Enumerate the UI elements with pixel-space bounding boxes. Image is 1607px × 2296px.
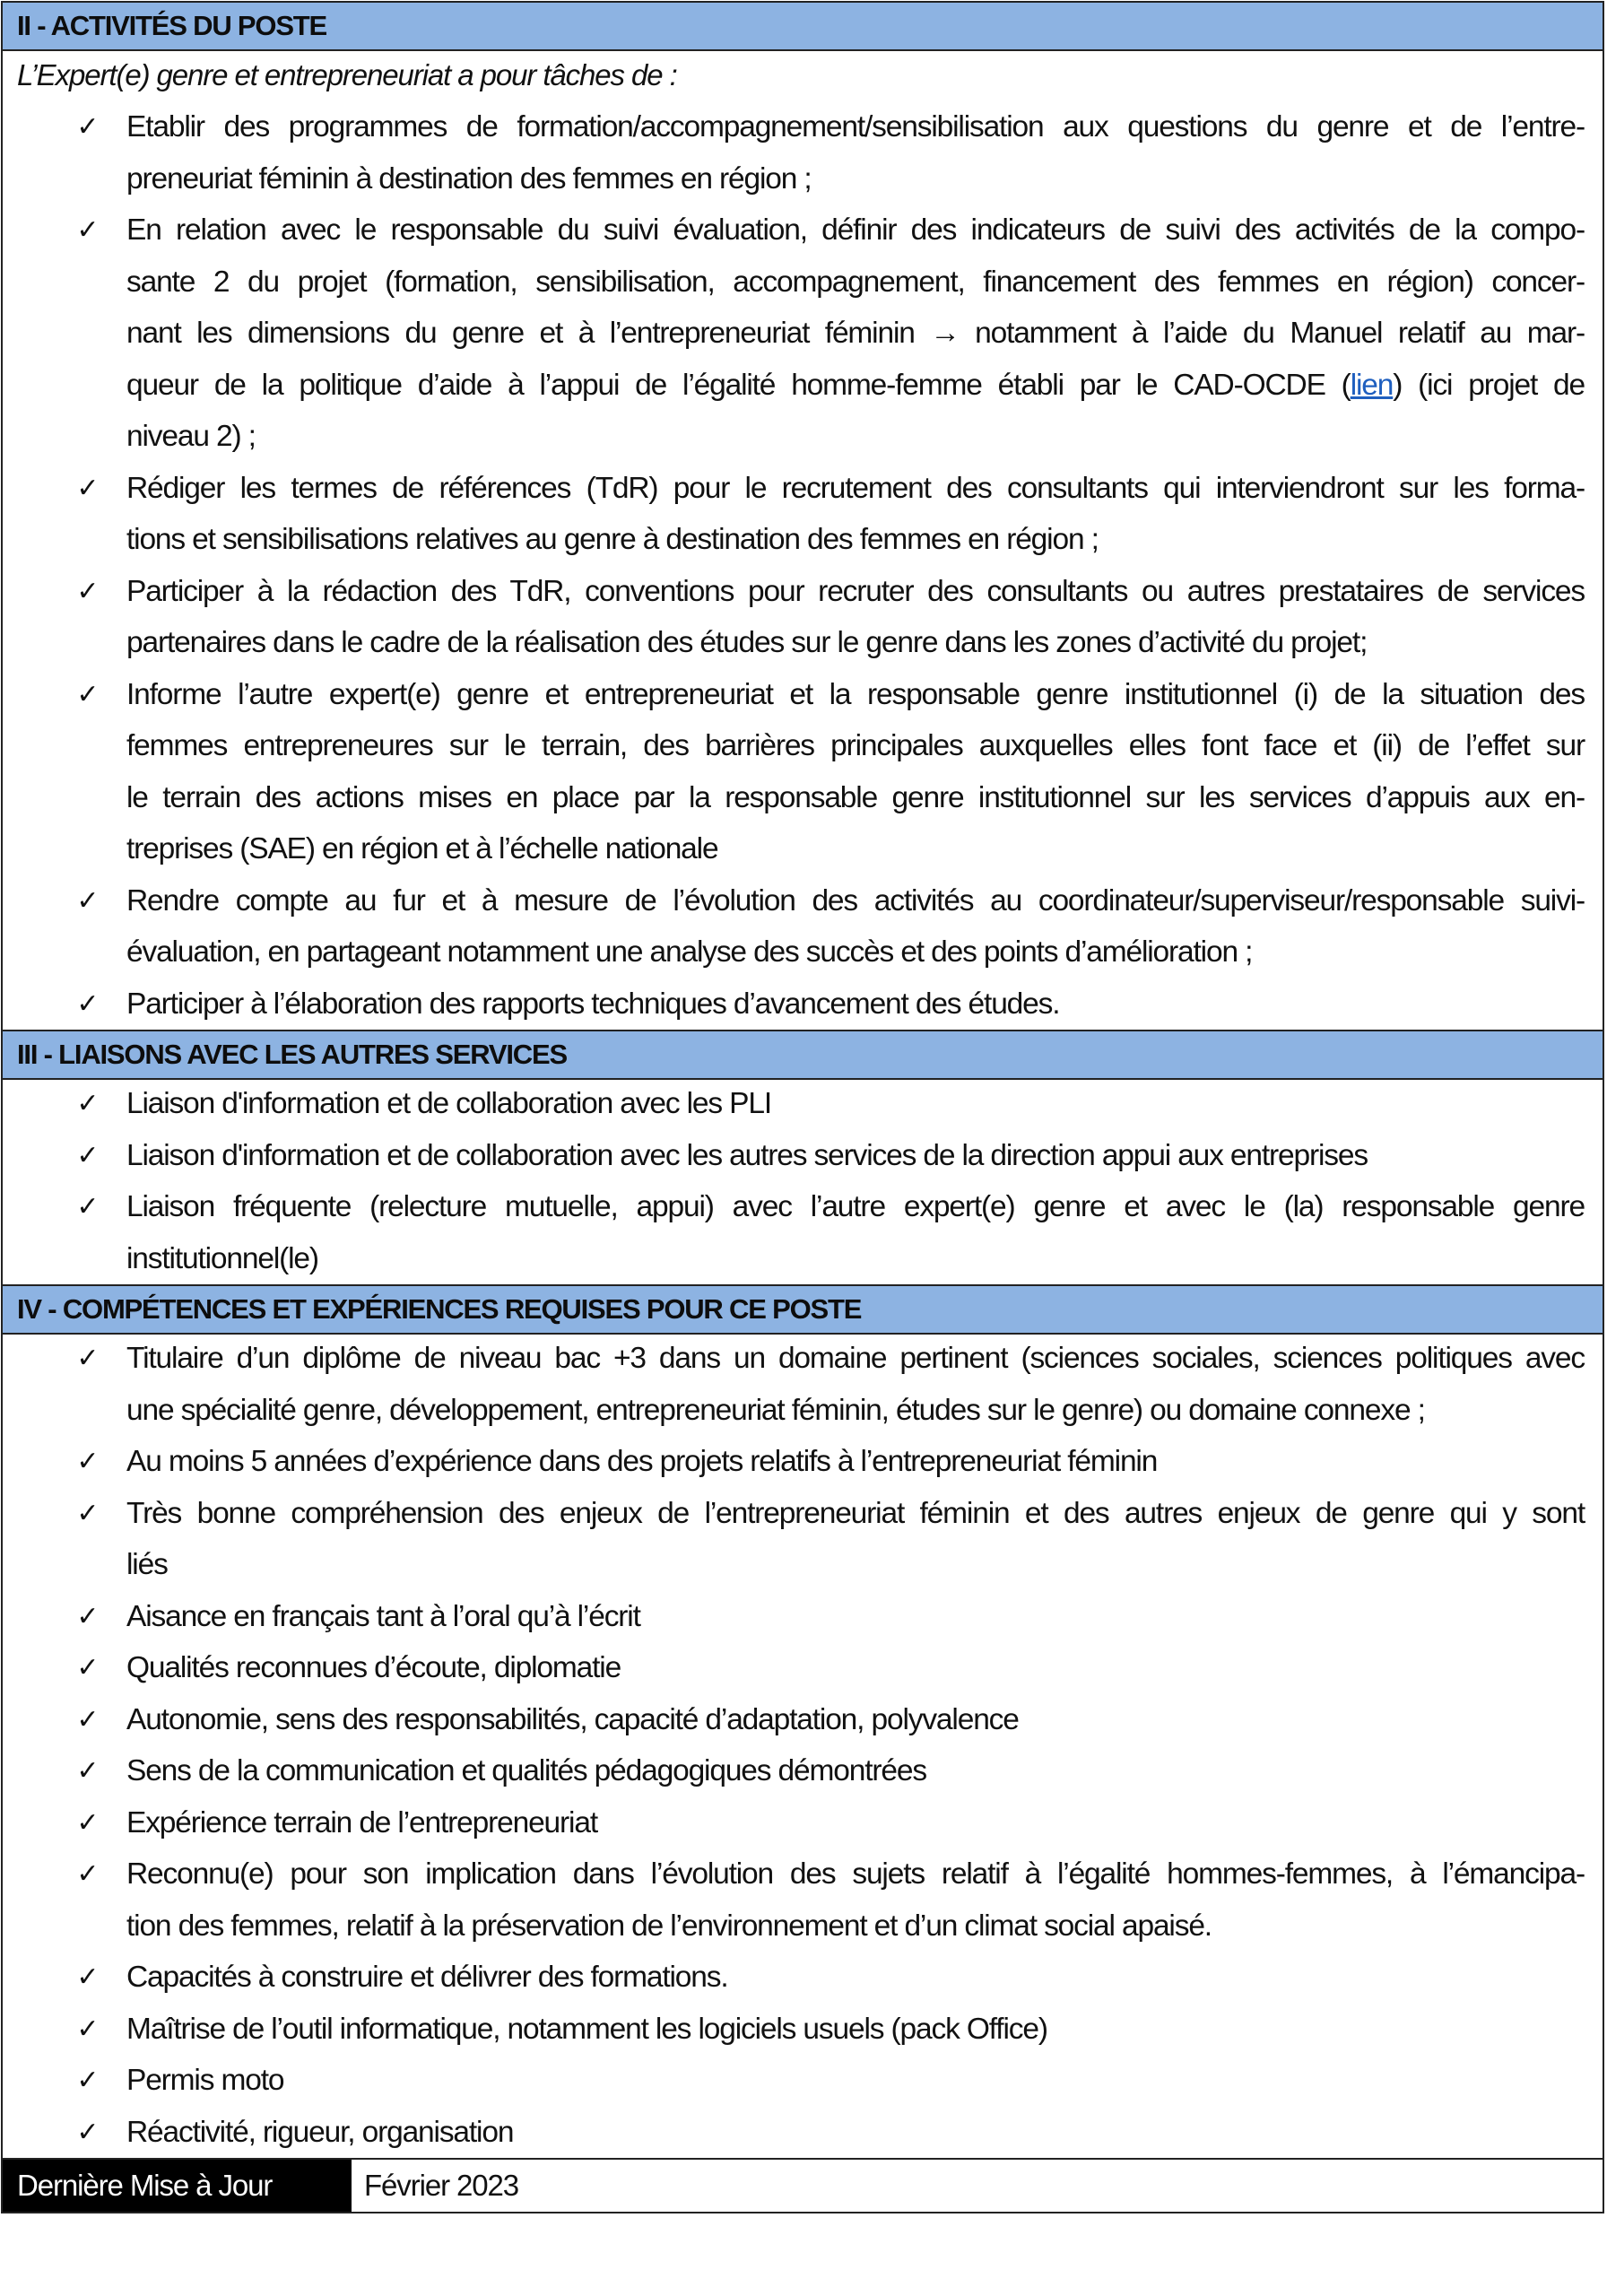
list-item-line: Sens de la communication et qualités pédagogiques démontrées bbox=[126, 1754, 926, 1787]
list-item bbox=[3, 101, 1603, 204]
checkmark-icon: ✓ bbox=[76, 215, 100, 245]
checkmark-icon: ✓ bbox=[76, 1601, 100, 1631]
list-item bbox=[3, 978, 1603, 1031]
section-header-competences bbox=[1, 1284, 1604, 1335]
list-item bbox=[3, 875, 1603, 978]
list-item-line: Participer à la rédaction des TdR, conventions pour recruter des consultants ou autres prestataires de services bbox=[126, 574, 1585, 608]
list-item-line: Liaison fréquente (relecture mutuelle, appui) avec l’autre expert(e) genre et avec le (la) responsable genre bbox=[126, 1190, 1585, 1223]
list-item bbox=[3, 566, 1603, 669]
list-item-line: Etablir des programmes de formation/accompagnement/sensibilisation aux questions du genre et de l’entre- bbox=[126, 110, 1585, 144]
list-item-line: Maîtrise de l’outil informatique, notamment les logiciels usuels (pack Office) bbox=[126, 2012, 1047, 2046]
checkmark-icon: ✓ bbox=[76, 1859, 100, 1889]
list-item bbox=[3, 1694, 1603, 1746]
list-item-line: En relation avec le responsable du suivi évaluation, définir des indicateurs de suivi des activités de la compo- bbox=[126, 213, 1585, 247]
list-item bbox=[3, 1642, 1603, 1694]
list-item bbox=[3, 669, 1603, 875]
list-item bbox=[3, 1952, 1603, 2004]
list-item-line: femmes entrepreneures sur le terrain, des barrières principales auxquelles elles font face et (ii) de l’effet sur bbox=[126, 729, 1585, 762]
activities-list bbox=[3, 101, 1603, 1030]
list-item-line: institutionnel(le) bbox=[126, 1241, 318, 1275]
list-item-line: Expérience terrain de l’entrepreneuriat bbox=[126, 1805, 597, 1839]
list-item-line: Titulaire d’un diplôme de niveau bac +3 dans un domaine pertinent (sciences sociales, sciences politiques avec bbox=[126, 1342, 1585, 1375]
list-item-line: partenaires dans le cadre de la réalisation des études sur le genre dans les zones d’activité du projet; bbox=[126, 626, 1368, 659]
list-item-line: Permis moto bbox=[126, 2064, 284, 2097]
list-item-line: treprises (SAE) en région et à l’échelle nationale bbox=[126, 832, 718, 865]
section-header-activities bbox=[1, 1, 1604, 51]
list-item-line: preneuriat féminin à destination des femmes en région ; bbox=[126, 161, 812, 196]
list-item-line: Liaison d'information et de collaboration avec les autres services de la direction appui aux entreprises bbox=[126, 1138, 1368, 1172]
list-item-line: une spécialité genre, développement, entrepreneuriat féminin, études sur le genre) ou domaine connexe ; bbox=[126, 1393, 1425, 1427]
checkmark-icon: ✓ bbox=[76, 473, 100, 503]
list-item-line: Liaison d'information et de collaboration avec les PLI bbox=[126, 1087, 771, 1120]
liaisons-list bbox=[3, 1078, 1603, 1284]
list-item bbox=[3, 204, 1603, 463]
section-title: IV - COMPÉTENCES ET EXPÉRIENCES REQUISES POUR CE POSTE bbox=[17, 1293, 862, 1325]
checkmark-icon: ✓ bbox=[76, 679, 100, 709]
checkmark-icon: ✓ bbox=[76, 112, 100, 142]
list-item-line: Rendre compte au fur et à mesure de l’évolution des activités au coordinateur/superviseur/responsable suivi- bbox=[126, 883, 1585, 918]
checkmark-icon: ✓ bbox=[76, 1807, 100, 1838]
list-item bbox=[3, 463, 1603, 566]
list-item bbox=[3, 1130, 1603, 1182]
intro-text: L’Expert(e) genre et entrepreneuriat a pour tâches de : bbox=[17, 58, 677, 91]
section-title: III - LIAISONS AVEC LES AUTRES SERVICES bbox=[17, 1039, 567, 1070]
list-item-line: évaluation, en partageant notamment une analyse des succès et des points d’amélioration ; bbox=[126, 935, 1253, 969]
list-item bbox=[3, 1488, 1603, 1591]
checkmark-icon: ✓ bbox=[76, 576, 100, 606]
list-item bbox=[3, 2004, 1603, 2056]
section-title: II - ACTIVITÉS DU POSTE bbox=[17, 10, 327, 41]
list-item-line: Capacités à construire et délivrer des formations. bbox=[126, 1961, 728, 1994]
list-item-line: liés bbox=[126, 1548, 168, 1581]
list-item-line: Aisance en français tant à l’oral qu’à l’écrit bbox=[126, 1599, 640, 1633]
list-item-line: niveau 2) ; bbox=[126, 420, 256, 453]
section-body-activities bbox=[1, 49, 1604, 1031]
checkmark-icon: ✓ bbox=[76, 1653, 100, 1683]
oecd-manual-link[interactable]: lien bbox=[1350, 368, 1394, 402]
list-item bbox=[3, 1745, 1603, 1797]
list-item bbox=[3, 1797, 1603, 1849]
list-item bbox=[3, 1436, 1603, 1488]
checkmark-icon: ✓ bbox=[76, 1089, 100, 1118]
list-item-line: nant les dimensions du genre et à l’entrepreneuriat féminin → notamment à l’aide du Manuel relatif au mar- bbox=[126, 317, 1585, 350]
list-item bbox=[3, 2055, 1603, 2107]
competences-list bbox=[3, 1333, 1603, 2158]
list-item-line: Rédiger les termes de références (TdR) pour le recrutement des consultants qui interviendront sur les forma- bbox=[126, 471, 1585, 505]
checkmark-icon: ✓ bbox=[76, 988, 100, 1019]
list-item-line: Autonomie, sens des responsabilités, capacité d’adaptation, polyvalence bbox=[126, 1702, 1019, 1736]
list-item-line: Reconnu(e) pour son implication dans l’évolution des sujets relatif à l’égalité hommes-femmes, à l’émancipa- bbox=[126, 1857, 1585, 1891]
list-item bbox=[3, 1181, 1603, 1284]
list-item-line: Très bonne compréhension des enjeux de l’entrepreneuriat féminin et des autres enjeux de genre qui y sont bbox=[126, 1496, 1585, 1530]
checkmark-icon: ✓ bbox=[76, 2066, 100, 2095]
checkmark-icon: ✓ bbox=[76, 1498, 100, 1528]
list-item bbox=[3, 1848, 1603, 1952]
checkmark-icon: ✓ bbox=[76, 1447, 100, 1476]
list-item-line: Qualités reconnues d’écoute, diplomatie bbox=[126, 1651, 621, 1684]
list-item-line: tion des femmes, relatif à la préservation de l’environnement et d’un climat social apaisé. bbox=[126, 1909, 1212, 1943]
list-item-line: Participer à l’élaboration des rapports techniques d’avancement des études. bbox=[126, 987, 1060, 1021]
list-item bbox=[3, 1333, 1603, 1436]
section-body-liaisons bbox=[1, 1078, 1604, 1286]
list-item-line: Au moins 5 années d’expérience dans des projets relatifs à l’entrepreneuriat féminin bbox=[126, 1445, 1158, 1478]
list-item-line bbox=[126, 360, 1585, 412]
checkmark-icon: ✓ bbox=[76, 1140, 100, 1170]
list-item bbox=[3, 2107, 1603, 2159]
checkmark-icon: ✓ bbox=[76, 2013, 100, 2044]
checkmark-icon: ✓ bbox=[76, 1704, 100, 1735]
last-update-value: Février 2023 bbox=[364, 2169, 519, 2202]
checkmark-icon: ✓ bbox=[76, 1962, 100, 1992]
list-item bbox=[3, 1078, 1603, 1130]
section-body-competences bbox=[1, 1333, 1604, 2160]
list-item-line: tions et sensibilisations relatives au genre à destination des femmes en région ; bbox=[126, 523, 1099, 556]
checkmark-icon: ✓ bbox=[76, 885, 100, 916]
checkmark-icon: ✓ bbox=[76, 1192, 100, 1222]
checkmark-icon: ✓ bbox=[76, 1756, 100, 1786]
checkmark-icon: ✓ bbox=[76, 2117, 100, 2147]
list-item-line: Réactivité, rigueur, organisation bbox=[126, 2115, 514, 2149]
last-update-row bbox=[1, 2158, 1604, 2213]
line-text: queur de la politique d’aide à l’appui de l’égalité homme-femme établi par le CAD-OCDE ( bbox=[126, 368, 1351, 402]
list-item-line: sante 2 du projet (formation, sensibilisation, accompagnement, financement des femmes en région) concer- bbox=[126, 265, 1585, 299]
list-item-line: Informe l’autre expert(e) genre et entrepreneuriat et la responsable genre institutionnel (i) de la situation des bbox=[126, 677, 1585, 711]
list-item bbox=[3, 1591, 1603, 1643]
line-text: ) (ici projet de bbox=[1393, 368, 1585, 402]
last-update-label: Dernière Mise à Jour bbox=[3, 2160, 352, 2212]
job-description-table bbox=[1, 1, 1604, 2213]
section-header-liaisons bbox=[1, 1030, 1604, 1080]
list-item-line: le terrain des actions mises en place par la responsable genre institutionnel sur les services d’appuis aux en- bbox=[126, 780, 1585, 814]
checkmark-icon: ✓ bbox=[76, 1344, 100, 1373]
